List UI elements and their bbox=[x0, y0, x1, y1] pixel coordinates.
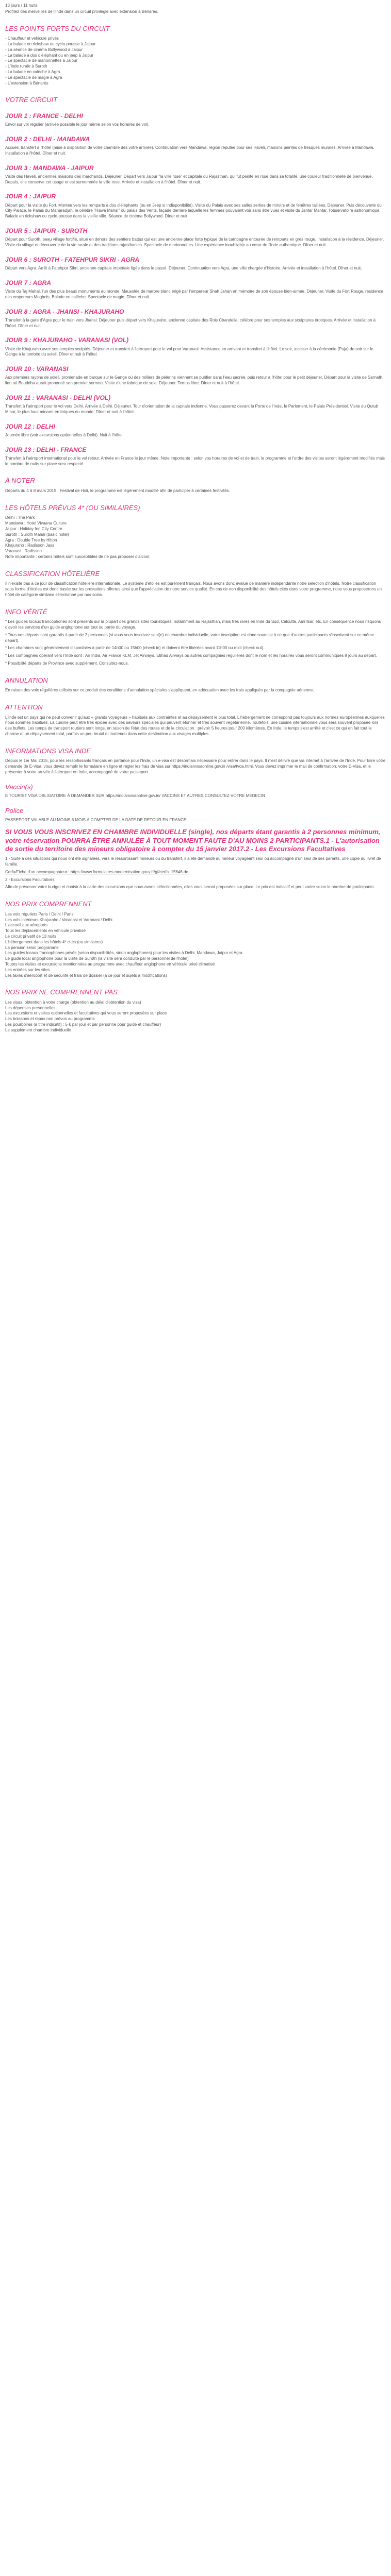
list-item: Agra : Double Tree by Hilton bbox=[5, 537, 57, 543]
day-title: JOUR 12 : DELHI bbox=[5, 422, 55, 430]
day-text: Journée libre (voir excursions optionnelles à Delhi). Nuit à l'hôtel. bbox=[5, 432, 124, 437]
day-title: JOUR 4 : JAIPUR bbox=[5, 193, 56, 200]
day-title: JOUR 1 : FRANCE - DELHI bbox=[5, 112, 83, 120]
day-title: JOUR 10 : VARANASI bbox=[5, 365, 69, 373]
day-text: Transfert à l'aéroport pour le vol vers Delhi. Arrivée à Delhi. Déjeuner. Tour d'orientation de la capitale indienne. Vous passerez devant la Porte de l'Inde, le Parlement, le Palais Présidentiel. Visite du Qutub Minar, le plus haut minaret en briques du monde. Dîner et nuit à l'hôtel. bbox=[5, 404, 379, 414]
info-item: * Possibilité départs de Province avec supplément. Consultez-nous. bbox=[5, 660, 129, 666]
list-item: Le supplément chambre individuelle bbox=[5, 1027, 71, 1032]
prix-comprend-list bbox=[5, 912, 386, 979]
day-title: JOUR 9 : KHAJURAHO - VARANASI (VOL) bbox=[5, 336, 129, 344]
vaccins-title: Vaccin(s) bbox=[5, 783, 33, 791]
day-text: Départ pour Suroth, beau village fortifié, situé en dehors des sentiers battus qui est une ancienne place forte typique de la campagne entourée de remparts en grès rouge. Installation à la résidence. Déjeuner. Visite du village et découverte de la vie rurale et des traditions rajasthanies. Spectacle de marionnettes. Une expérience inoubliable au cœur de l'Inde authentique. Dîner et nuit. bbox=[5, 237, 384, 247]
day-text: Accueil, transfert à l'hôtel (mise à disposition de votre chambre dès votre arrivée). Continuation vers Mandawa, région réputée pour ses Haveli, maisons peintes de fresques murales. Arrivée à Mandawa. Installation à l'hôtel. Dîner et nuit. bbox=[5, 145, 374, 156]
prix-ne-comprend-title: NOS PRIX NE COMPRENNENT PAS bbox=[5, 988, 118, 996]
cerfa-link[interactable]: Cerfa/Fiche d'un accompagnateur : https://www.formulaires.modernisation.gouv.fr/gf/cerfa_15646.do bbox=[5, 869, 188, 874]
list-item: Les visas, obtention à votre charge (obtention au délai d'obtention du visa) bbox=[5, 999, 141, 1005]
points-forts-title: LES POINTS FORTS DU CIRCUIT bbox=[5, 24, 110, 32]
day-title: JOUR 13 : DELHI - FRANCE bbox=[5, 446, 87, 453]
annulation-text: En raison des voix régulières utilisés sur ce produit des conditions d'annulation spéciales s'appliquent, en adéquation avec les frais appliqués par la compagnie aérienne. bbox=[5, 688, 314, 693]
police-text: PASSEPORT VALABLE AU MOINS 6 MOIS À COMPTER DE LA DATE DE RETOUR EN FRANCE bbox=[5, 817, 187, 822]
list-item: Les dépenses personnelles bbox=[5, 1005, 56, 1010]
classification-title: CLASSIFICATION HÔTELIÈRE bbox=[5, 569, 100, 578]
prix-comprend-title: NOS PRIX COMPRENNENT bbox=[5, 900, 92, 908]
annulation-title: ANNULATION bbox=[5, 676, 48, 684]
classification-text: Il n'existe pas à ce jour de classification hôtelière internationale. Le système d'étoiles est purement français. Nous avons donc évalué de manière indépendante notre sélection d'hôtels. Notre classification sous forme d'étoiles est donc basée sur les prestations offertes ainsi que l'appréciation de notre service qualité. En cas de non disponibilité des hôtels cités dans votre programme, nous vous proposerons un hôtel de catégorie similaire sélectionné par nos soins. bbox=[5, 581, 382, 597]
list-item: Toutes les visites et excursions mentionnées au programme avec chauffeur anglophone en véhicule privé climatisé bbox=[5, 961, 215, 967]
prix-ne-comprend-list bbox=[5, 1000, 386, 1033]
list-item: Jaipur : Holiday Inn City Centre bbox=[5, 526, 62, 531]
document bbox=[0, 0, 391, 1033]
list-item: Les vols intérieurs Khajuraho / Varanasi et Varanasi / Delhi bbox=[5, 917, 112, 922]
list-item: Les pourboires (à titre indicatif) : 5 € par jour et par personne pour guide et chauffeur) bbox=[5, 1022, 161, 1027]
list-item: - L'Inde rurale à Suroth bbox=[5, 64, 47, 69]
list-item: L'accueil aux aéroports bbox=[5, 923, 48, 928]
visa-text: Depuis le 1er Mai 2015, pour les ressortissants français en partance pour l'Inde, un e-visa est désormais nécessaire pour entrer dans le pays. Il n'est délivré que via internet à l'arrivée de l'Inde. Pour faire votre demande de E-Visa, vous devez remplir le formulaire en ligne et régler les frais de visa sur https://indianvisaonline.gov.in /visa/tvoa.html. Vous devez imprimer le mail de confirmation, votre E-Visa, et le présenter à votre arrivée à l'aéroport en Inde, accompagné de votre passeport. bbox=[5, 758, 386, 774]
day-text: Départ vers Agra. Arrêt à Fatehpur Sikri, ancienne capitale impériale figée dans le passé. Déjeuner. Continuation vers Agra, une ville chargée d'histoire. Arrivée et installation à l'hôtel. Dîner et nuit. bbox=[5, 265, 362, 270]
day-text: Transfert à la gare d'Agra pour le train vers Jhansi. Déjeuner puis départ vers Khajuraho, ancienne capitale des Rois Chandella, célèbre pour ses temples aux sculptures érotiques. Arrivée et installation à l'hôtel. Dîner et nuit. bbox=[5, 317, 376, 328]
info-title: INFO VÉRITÉ bbox=[5, 607, 47, 616]
day-title: JOUR 2 : DELHI - MANDAWA bbox=[5, 135, 90, 143]
individual-note: 2 - Excursions Facultatives bbox=[5, 877, 55, 882]
info-item: * Les compagnies opérant vers l'Inde sont : Air India, Air France KLM, Jet Airways, Etihad Airways ou autres compagnies régulières dont le nom et les horaires vous seront communiqués 8 jours au départ. bbox=[5, 653, 377, 658]
list-item: - La balade en calèche à Agra bbox=[5, 69, 60, 74]
a-noter-text: Départs du 4 à 8 mars 2019 : Festival de Holi, le programme est légèrement modifié afin de participer à certaines festivités. bbox=[5, 488, 230, 493]
day-title: JOUR 6 : SUROTH - FATEHPUR SIKRI - AGRA bbox=[5, 256, 140, 263]
summary: Profitez des merveilles de l'Inde dans un circuit privilégié avec extension à Bénarès. bbox=[5, 9, 158, 14]
individual-note: Afin de préserver votre budget et choisir à la carte des excursions que nous avons sélectionnées, elles vous seront proposées sur place. Le prix est indicatif et peut varier selon le nombre de participants. bbox=[5, 885, 375, 890]
list-item: Suroth : Suroth Mahal (basic hotel) bbox=[5, 532, 69, 537]
day-text: Transfert à l'aéroport international pour le vol retour. Arrivée en France le jour même. Note importante : selon vos horaires de vol et de train, le programme et l'ordre des visites seront légèrement modifiés mais le nombre de nuits sur place sera respecté. bbox=[5, 455, 385, 466]
duration: 13 jours / 11 nuits bbox=[5, 3, 38, 8]
list-item: - Le spectacle de marionnettes à Jaipur bbox=[5, 58, 78, 63]
day-text: Aux premiers rayons de soleil, promenade en barque sur le Gange où des milliers de pèlerins viennent se purifier dans l'eau sacrée, puis retour à l'hôtel pour le petit déjeuner. Départ pour la visite de Sarnath, lieu où Bouddha aurait prononcé son premier sermon. Visite d'une fabrique de soie. Déjeuner. Temps libre. Dîner et nuit à l'hôtel. bbox=[5, 375, 384, 386]
points-forts-list bbox=[5, 36, 386, 86]
list-item: Note importante : certains hôtels sont susceptibles de ne pas proposer d'alcool. bbox=[5, 554, 151, 559]
day-title: JOUR 3 : MANDAWA - JAIPUR bbox=[5, 164, 94, 172]
day-text: Visite de Khajuraho avec ses temples sculptés. Déjeuner et transfert à l'aéroport pour le vol pour Varanasi. Assistance en arrivant et transfert à l'hôtel. Le soir, assister à la cérémonie (Puja) du soir sur le Gange à la tombée du soleil. Dîner et nuit à l'hôtel. bbox=[5, 346, 373, 357]
list-item: Varanasi : Radisson bbox=[5, 549, 42, 554]
list-item: Les vols réguliers Paris / Delhi / Paris bbox=[5, 911, 74, 917]
list-item: Les guides locaux francophones privés (selon disponibilités, sinon anglophones) pour les visites à Delhi, Mandawa, Jaipur et Agra bbox=[5, 951, 242, 956]
visa-title: INFORMATIONS VISA INDE bbox=[5, 747, 91, 755]
vaccins-text: E TOURIST VISA OBLIGATOIRE À DEMANDER SUR https://indianvisaonline.gov.in/ VACCINS ET AUTRES CONSULTEZ VOTRE MÉDECIN bbox=[5, 793, 265, 799]
list-item: Les taxes d'aéroport et de sécurité et frais de dossier (à ce jour et sujets à modifications) bbox=[5, 973, 167, 978]
circuit-title: VOTRE CIRCUIT bbox=[5, 96, 58, 104]
list-item: - Le spectacle de magie à Agra bbox=[5, 75, 62, 80]
a-noter-title: À NOTER bbox=[5, 477, 35, 485]
list-item: Les boissons et repas non prévus au programme bbox=[5, 1016, 95, 1022]
info-item: * Les chambres sont généralement disponibles à partir de 14h00 ou 15h00 (check in) et doivent être libérées avant 11h00 ou midi (check out). bbox=[5, 646, 265, 651]
individual-warning: SI VOUS VOUS INSCRIVEZ EN CHAMBRE INDIVIDUELLE (single), nos départs étant garantis à 2 personnes minimum, votre réservation POURRA ÊTRE ANNULÉE À TOUT MOMENT FAUTE D'AU MOINS 2 PARTICIPANTS.1 - L'autorisation de sortie du territoire des mineurs obligatoire à compter du 15 janvier 2017.2 - Les Excursions Facultatives bbox=[5, 828, 381, 853]
list-item: Delhi : The Park bbox=[5, 515, 35, 520]
list-item: - L'extension à Bénarès bbox=[5, 80, 48, 86]
list-item: Le guide local anglophone pour la visite de Suroth (la visite sera conduite par le personnel de l'hôtel) bbox=[5, 956, 189, 961]
list-item: Les excursions et visites optionnelles et facultatives qui vous seront proposées sur place bbox=[5, 1011, 167, 1016]
list-item: Mandawa : Hotel Vivaana Culture bbox=[5, 521, 67, 526]
list-item: L'hébergement dans les hôtels 4* cités (ou similaires) bbox=[5, 939, 103, 944]
list-item: - La balade en rickshaw ou cyclo-pousse à Jaipur bbox=[5, 41, 96, 46]
list-item: Le circuit privatif de 13 nuits bbox=[5, 934, 57, 939]
day-text: Départ pour la visite du Fort. Montée vers les remparts à dos d'éléphants (ou en Jeep si indisponibilité). Visite du Palais avec ses salles serties de miroirs et de fenêtres taillées. Déjeuner. Puis découverte du City Palace, le Palais du Maharadjah, le célèbre "Hawa Mahal" ou palais des Vents, façade derrière laquelle les femmes pouvaient voir sans être vues et visite du Jantar Mantar, l'observatoire astronomique. Balade en rickshaw ou cyclo-pousse dans la vieille ville. Séance de cinéma Bollywood. Dîner et nuit. bbox=[5, 202, 382, 219]
day-text: Envol sur vol régulier (arrivée possible le jour même selon vos horaires de vol). bbox=[5, 122, 150, 127]
list-item: La pension selon programme bbox=[5, 945, 59, 950]
info-item: * Les guides locaux francophones sont présents sur la plupart des grands sites touristiques, notamment au Rajasthan, mais très rares en Inde du Sud, Calcutta, Amritsar, etc. En conséquence nous risquons d'avoir les services d'un guide anglophone sur tout ou partie du voyage. bbox=[5, 619, 381, 630]
hotels-title: LES HÔTELS PRÉVUS 4* (OU SIMILAIRES) bbox=[5, 503, 140, 512]
hotels-list bbox=[5, 515, 386, 560]
attention-title: ATTENTION bbox=[5, 703, 43, 711]
list-item: Les entrées sur les sites bbox=[5, 967, 50, 972]
attention-text: L'Inde est un pays qui ne peut convenir qu'aux « grands voyageurs » habitués aux contraintes et au dépaysement le plus total. L'hébergement ne correspond pas toujours aux normes européennes auxquelles nous sommes habitués. La cuisine peut être très épicée avec des saveurs spéciales qui peuvent étonner et très souvent végétarienne. Toutefois, une cuisine internationale vous sera souvent proposée lors des buffets. Les temps de transport routiers sont longs, en raison de l'état des routes et de la circulation : prévoir 5 heures pour 200 kilomètres. En Inde, le temps s'est arrêté et c'est ce qui en fait tout le charme et un dépaysement total, parfois un peu brutal et inattendu dans cette destination aux visages multiples. bbox=[5, 715, 385, 737]
day-title: JOUR 7 : AGRA bbox=[5, 279, 51, 286]
day-text: Visite des Haveli, anciennes maisons des marchands. Déjeuner. Départ vers Jaipur "la ville rose" et capitale du Rajasthan, qui fut peinte en rose dans sa totalité, une couleur traditionnelle de bienvenue. Depuis, elle conserve cet usage et est surnommée la ville rose. Arrivée et installation à l'hôtel. Dîner et nuit. bbox=[5, 174, 373, 184]
day-text: Visite du Taj Mahal, l'un des plus beaux monuments au monde. Mausolée de marbre blanc érigé par l'empereur Shah Jahan en mémoire de son épouse bien-aimée. Déjeuner. Visite du Fort Rouge, résidence des empereurs Moghols. Balade en calèche. Spectacle de magie. Dîner et nuit. bbox=[5, 289, 383, 299]
list-item: - Chauffeur et véhicule privés bbox=[5, 36, 59, 41]
individual-note: 1 - Suite à des situations qui nous ont été signalées, vers le ressortissant mineurs ou du transfert, il a été demandé au mineur voyageant seul ou accompagné d'un seul de ses parents, une copie du livret de famille. bbox=[5, 856, 381, 867]
list-item: - La séance de cinéma Bollywood à Jaipur bbox=[5, 47, 83, 52]
day-title: JOUR 11 : VARANASI - DELHI (VOL) bbox=[5, 394, 111, 401]
police-title: Police bbox=[5, 807, 24, 815]
list-item: Khajuraho : Radisson Jass bbox=[5, 543, 55, 548]
day-title: JOUR 5 : JAIPUR - SUROTH bbox=[5, 227, 88, 234]
info-item: * Tous nos départs sont garantis à partir de 2 personnes (si vous vous inscrivez seul(e) en chambre individuelle, votre inscription est donc soumise à ce que d'autres participants s'inscrivent sur ce même départ). bbox=[5, 632, 374, 643]
list-item: Tous les déplacements en véhicule privatisé bbox=[5, 928, 86, 934]
list-item: - La balade à dos d'éléphant ou en jeep à Jaipur bbox=[5, 53, 93, 58]
day-title: JOUR 8 : AGRA - JHANSI - KHAJURAHO bbox=[5, 308, 124, 315]
